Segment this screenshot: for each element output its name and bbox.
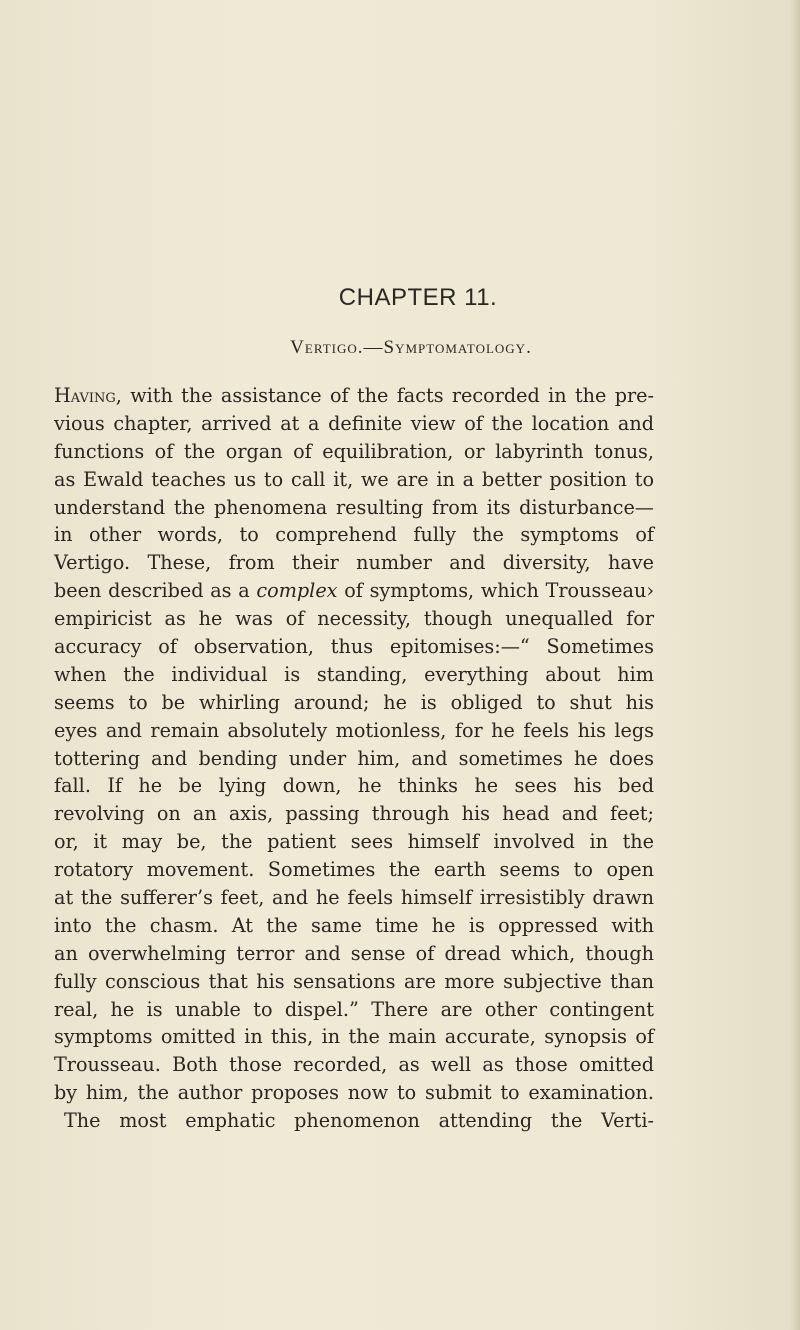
text-line: by him, the author proposes now to submit to examination. [54,1081,654,1105]
text-line: into the chasm. At the same time he is oppressed with [54,913,654,937]
text-line: in other words, to comprehend fully the symptoms of [54,523,654,547]
body-paragraph [54,382,654,1135]
text-line: eyes and remain absolutely motionless, for he feels his legs [54,718,654,742]
text-line: understand the phenomena resulting from its disturbance— [54,495,654,519]
text-line: an overwhelming terror and sense of dread which, though [54,941,654,965]
text-line: fall. If he be lying down, he thinks he sees his bed [54,774,654,798]
text-line [54,382,654,410]
italic-word: complex [256,579,338,603]
text-line: accuracy of observation, thus epitomises:—“ Sometimes [54,635,654,659]
text-line: at the sufferer’s feet, and he feels himself irresistibly drawn [54,886,654,910]
text-line: revolving on an axis, passing through his head and feet; [54,802,654,826]
text-line: functions of the organ of equilibration, or labyrinth tonus, [54,439,654,463]
text-line: vious chapter, arrived at a definite view of the location and [54,411,654,435]
text-line-content: been described as a [54,579,250,603]
text-line: real, he is unable to dispel.” There are other contingent [54,997,654,1021]
text-line: The most emphatic phenomenon attending the Verti- [64,1109,654,1133]
page-edge-shadow [790,0,800,1330]
chapter-heading-text: CHAPTER 11. [338,284,498,311]
text-line: Trousseau. Both those recorded, as well as those omitted [54,1053,654,1077]
text-line: seems to be whirling around; he is obliged to shut his [54,690,654,714]
chapter-heading [0,284,800,312]
text-line: symptoms omitted in this, in the main accurate, synopsis of [54,1025,654,1049]
opening-word: Having, [54,384,122,407]
text-line: tottering and bending under him, and sometimes he does [54,746,654,770]
text-line: empiricist as he was of necessity, though unequalled for [54,607,654,631]
text-line: when the individual is standing, everything about him [54,662,654,686]
text-line-content: with the assistance of the facts recorded in the pre- [121,384,654,407]
text-line: rotatory movement. Sometimes the earth seems to open [54,858,654,882]
text-line-content: of symptoms, which Trousseau› [337,579,654,603]
section-title [0,337,800,359]
section-title-text: Vertigo.—Symptomatology. [290,337,532,358]
text-line: fully conscious that his sensations are more subjective than [54,969,654,993]
text-line: Vertigo. These, from their number and diversity, have [54,551,654,575]
text-line: as Ewald teaches us to call it, we are in a better position to [54,467,654,491]
text-line: or, it may be, the patient sees himself involved in the [54,830,654,854]
text-line [54,577,654,605]
